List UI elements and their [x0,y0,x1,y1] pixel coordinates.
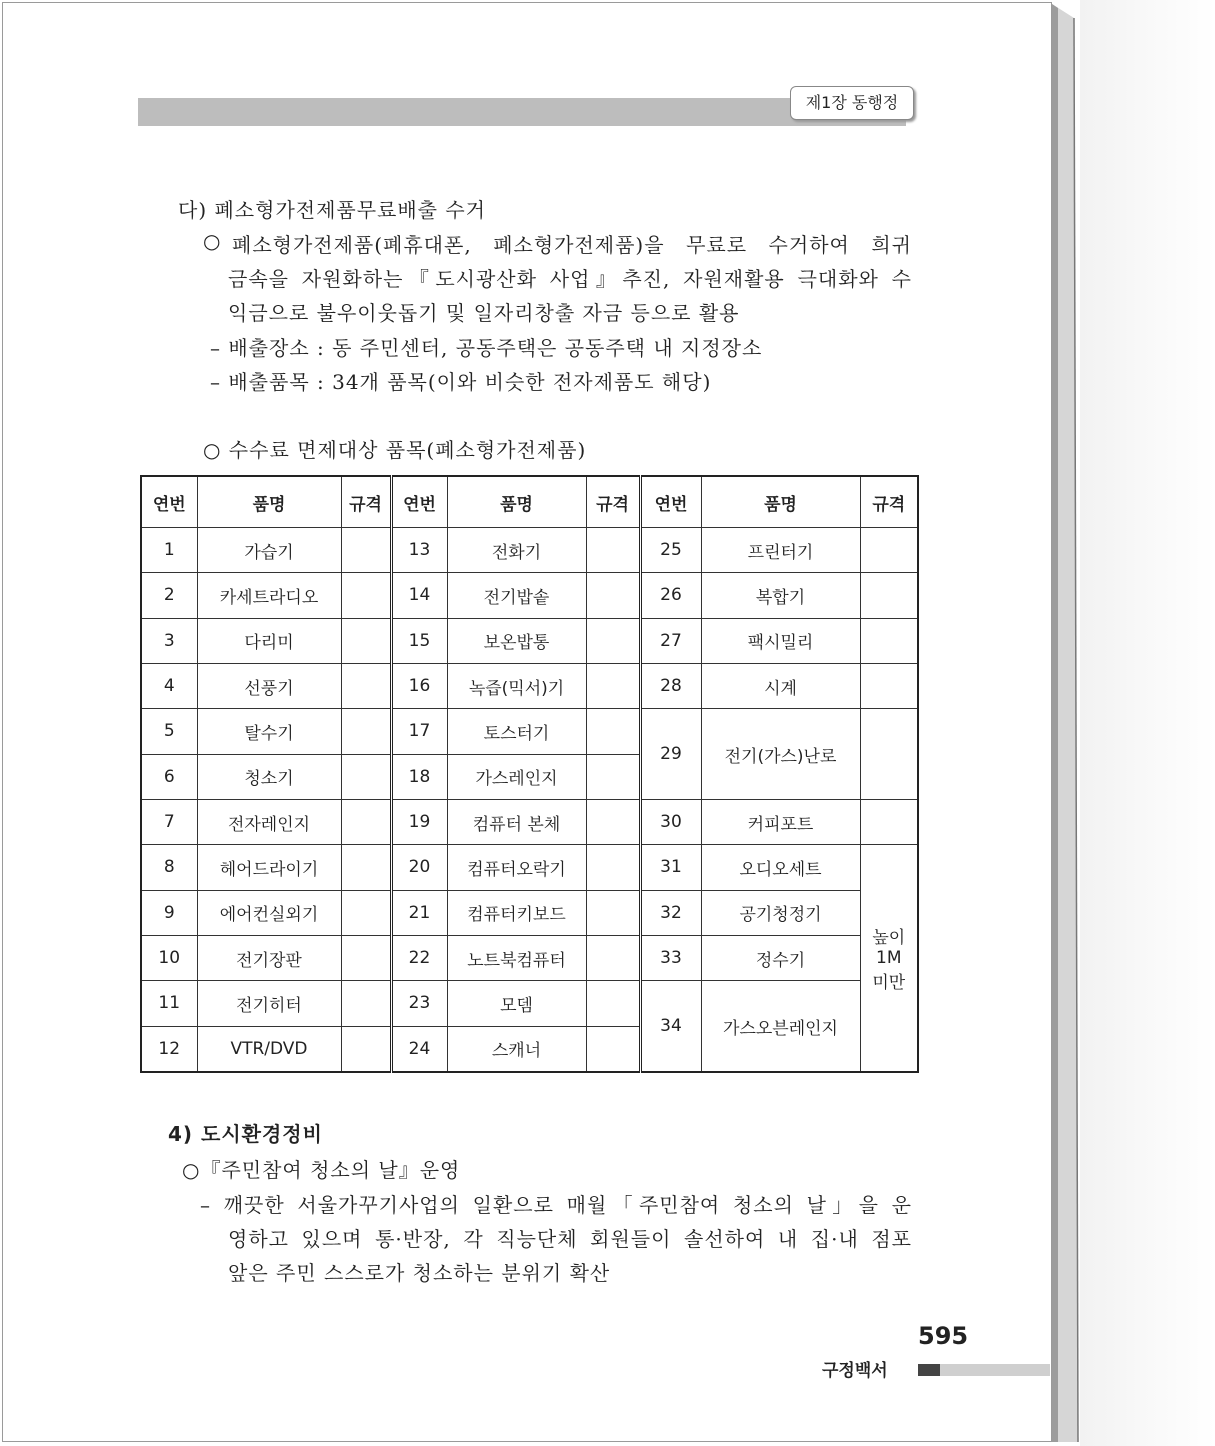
item-spec [586,709,640,754]
header-name: 품명 [447,476,586,528]
item-name: 시계 [701,663,860,708]
table-row [141,981,918,1026]
page-curl-edge [1052,4,1080,1442]
item-name: 보온밥통 [447,618,586,663]
item-name: 녹즙(믹서)기 [447,663,586,708]
book-title: 구정백서 [822,1361,888,1381]
item-spec [341,573,391,618]
item-spec [586,981,640,1026]
item-spec [860,663,918,708]
exempt-items-table [140,475,919,1073]
chapter-label: 제1장 동행정 [790,86,914,120]
item-spec [586,1026,640,1072]
item-no: 9 [141,890,197,935]
spec-note-line: 1M [876,948,902,969]
item-no: 22 [391,935,447,980]
item-no: 27 [640,618,701,663]
item-spec [586,935,640,980]
item-name: 전화기 [447,528,586,573]
item-spec [341,935,391,980]
dash-discharge-items: – 배출품목 : 34개 품목(이와 비슷한 전자제품도 해당) [210,370,712,394]
item-no: 10 [141,935,197,980]
item-spec [341,528,391,573]
table-row [141,935,918,980]
header-spec: 규격 [860,476,918,528]
bullet1-line3: 익금으로 불우이웃돕기 및 일자리창출 자금 등으로 활용 [228,301,740,325]
header-name: 품명 [197,476,341,528]
item-name: 팩시밀리 [701,618,860,663]
item-spec [341,845,391,890]
item-no: 24 [391,1026,447,1072]
item-name: 전기히터 [197,981,341,1026]
item-spec [860,709,918,800]
item-no: 2 [141,573,197,618]
bullet-marker: ○ [203,229,222,253]
bullet1-line2: 금속을 자원화하는『도시광산화 사업』추진, 자원재활용 극대화와 수 [228,267,912,291]
table-row [141,890,918,935]
dash-discharge-place: – 배출장소 : 동 주민센터, 공동주택은 공동주택 내 지정장소 [210,336,763,360]
item-no: 16 [391,663,447,708]
item-spec [341,981,391,1026]
cleaning-line3: 앞은 주민 스스로가 청소하는 분위기 확산 [228,1261,611,1285]
item-name: 커피포트 [701,799,860,844]
item-no: 26 [640,573,701,618]
item-no: 11 [141,981,197,1026]
item-name: 컴퓨터오락기 [447,845,586,890]
item-spec [341,890,391,935]
header-no: 연번 [141,476,197,528]
item-no: 32 [640,890,701,935]
item-spec [341,1026,391,1072]
header-no: 연번 [391,476,447,528]
item-no: 8 [141,845,197,890]
item-name: 전기장판 [197,935,341,980]
item-spec [586,754,640,799]
item-name: 탈수기 [197,709,341,754]
item-name: 가스레인지 [447,754,586,799]
item-name: 청소기 [197,754,341,799]
cleaning-line1: – 깨끗한 서울가꾸기사업의 일환으로 매월「주민참여 청소의 날」을 운 [200,1193,912,1217]
table-row [141,528,918,573]
table-row [141,709,918,754]
item-name: 선풍기 [197,663,341,708]
item-name: 공기청정기 [701,890,860,935]
item-name: 프린터기 [701,528,860,573]
item-no: 19 [391,799,447,844]
item-no: 1 [141,528,197,573]
table-row [141,799,918,844]
item-spec [860,573,918,618]
header-spec: 규격 [341,476,391,528]
item-spec [341,618,391,663]
item-spec [860,618,918,663]
footer-bar [940,1364,1050,1376]
item-no: 13 [391,528,447,573]
item-name: 노트북컴퓨터 [447,935,586,980]
table-row [141,845,918,890]
item-name: 헤어드라이기 [197,845,341,890]
item-no: 25 [640,528,701,573]
item-no: 3 [141,618,197,663]
fee-exempt-heading: ○ 수수료 면제대상 품목(폐소형가전제품) [203,438,587,462]
item-spec [586,573,640,618]
table-row [141,573,918,618]
item-name: 에어컨실외기 [197,890,341,935]
item-no: 23 [391,981,447,1026]
item-no: 34 [640,981,701,1072]
item-spec [341,754,391,799]
item-no: 4 [141,663,197,708]
item-no: 5 [141,709,197,754]
item-spec [860,528,918,573]
item-no: 20 [391,845,447,890]
header-spec: 규격 [586,476,640,528]
height-spec-note [860,845,918,1072]
cleaning-line2: 영하고 있으며 통·반장, 각 직능단체 회원들이 솔선하여 내 집·내 점포 [228,1227,912,1251]
item-name: 컴퓨터 본체 [447,799,586,844]
spec-note-line: 미만 [872,973,906,994]
item-name: 전기(가스)난로 [701,709,860,800]
item-no: 7 [141,799,197,844]
item-name: 가스오븐레인지 [701,981,860,1072]
item-no: 30 [640,799,701,844]
bullet1-line1: 폐소형가전제품(폐휴대폰, 폐소형가전제품)을 무료로 수거하여 희귀 [232,233,912,257]
item-spec [341,799,391,844]
section-da-title: 다) 폐소형가전제품무료배출 수거 [178,198,486,222]
footer-bar-accent [918,1364,940,1376]
item-spec [586,528,640,573]
item-name: 가습기 [197,528,341,573]
table-row [141,663,918,708]
item-name: 복합기 [701,573,860,618]
header-name: 품명 [701,476,860,528]
item-name: 오디오세트 [701,845,860,890]
item-no: 15 [391,618,447,663]
item-name: 스캐너 [447,1026,586,1072]
item-no: 33 [640,935,701,980]
item-name: 카세트라디오 [197,573,341,618]
item-spec [586,618,640,663]
item-no: 12 [141,1026,197,1072]
spec-note-line: 높이 [872,928,906,949]
section-4-title: 4) 도시환경정비 [168,1122,323,1146]
item-spec [586,845,640,890]
item-name: 정수기 [701,935,860,980]
item-name: 전기밥솥 [447,573,586,618]
cleaning-day-bullet: ○『주민참여 청소의 날』운영 [182,1158,461,1182]
item-no: 14 [391,573,447,618]
table-header-row [141,476,918,528]
item-no: 6 [141,754,197,799]
item-name: 전자레인지 [197,799,341,844]
page-number: 595 [918,1322,969,1350]
header-no: 연번 [640,476,701,528]
item-name: 다리미 [197,618,341,663]
item-spec [586,799,640,844]
item-name: 토스터기 [447,709,586,754]
item-spec [860,799,918,844]
item-no: 21 [391,890,447,935]
item-name: 컴퓨터키보드 [447,890,586,935]
item-no: 29 [640,709,701,800]
item-no: 28 [640,663,701,708]
table-row [141,618,918,663]
page-edge-shade [1080,0,1215,1446]
item-no: 31 [640,845,701,890]
item-no: 18 [391,754,447,799]
item-name: 모뎀 [447,981,586,1026]
item-spec [586,663,640,708]
item-spec [341,663,391,708]
item-name: VTR/DVD [197,1026,341,1072]
item-spec [586,890,640,935]
item-spec [341,709,391,754]
item-no: 17 [391,709,447,754]
